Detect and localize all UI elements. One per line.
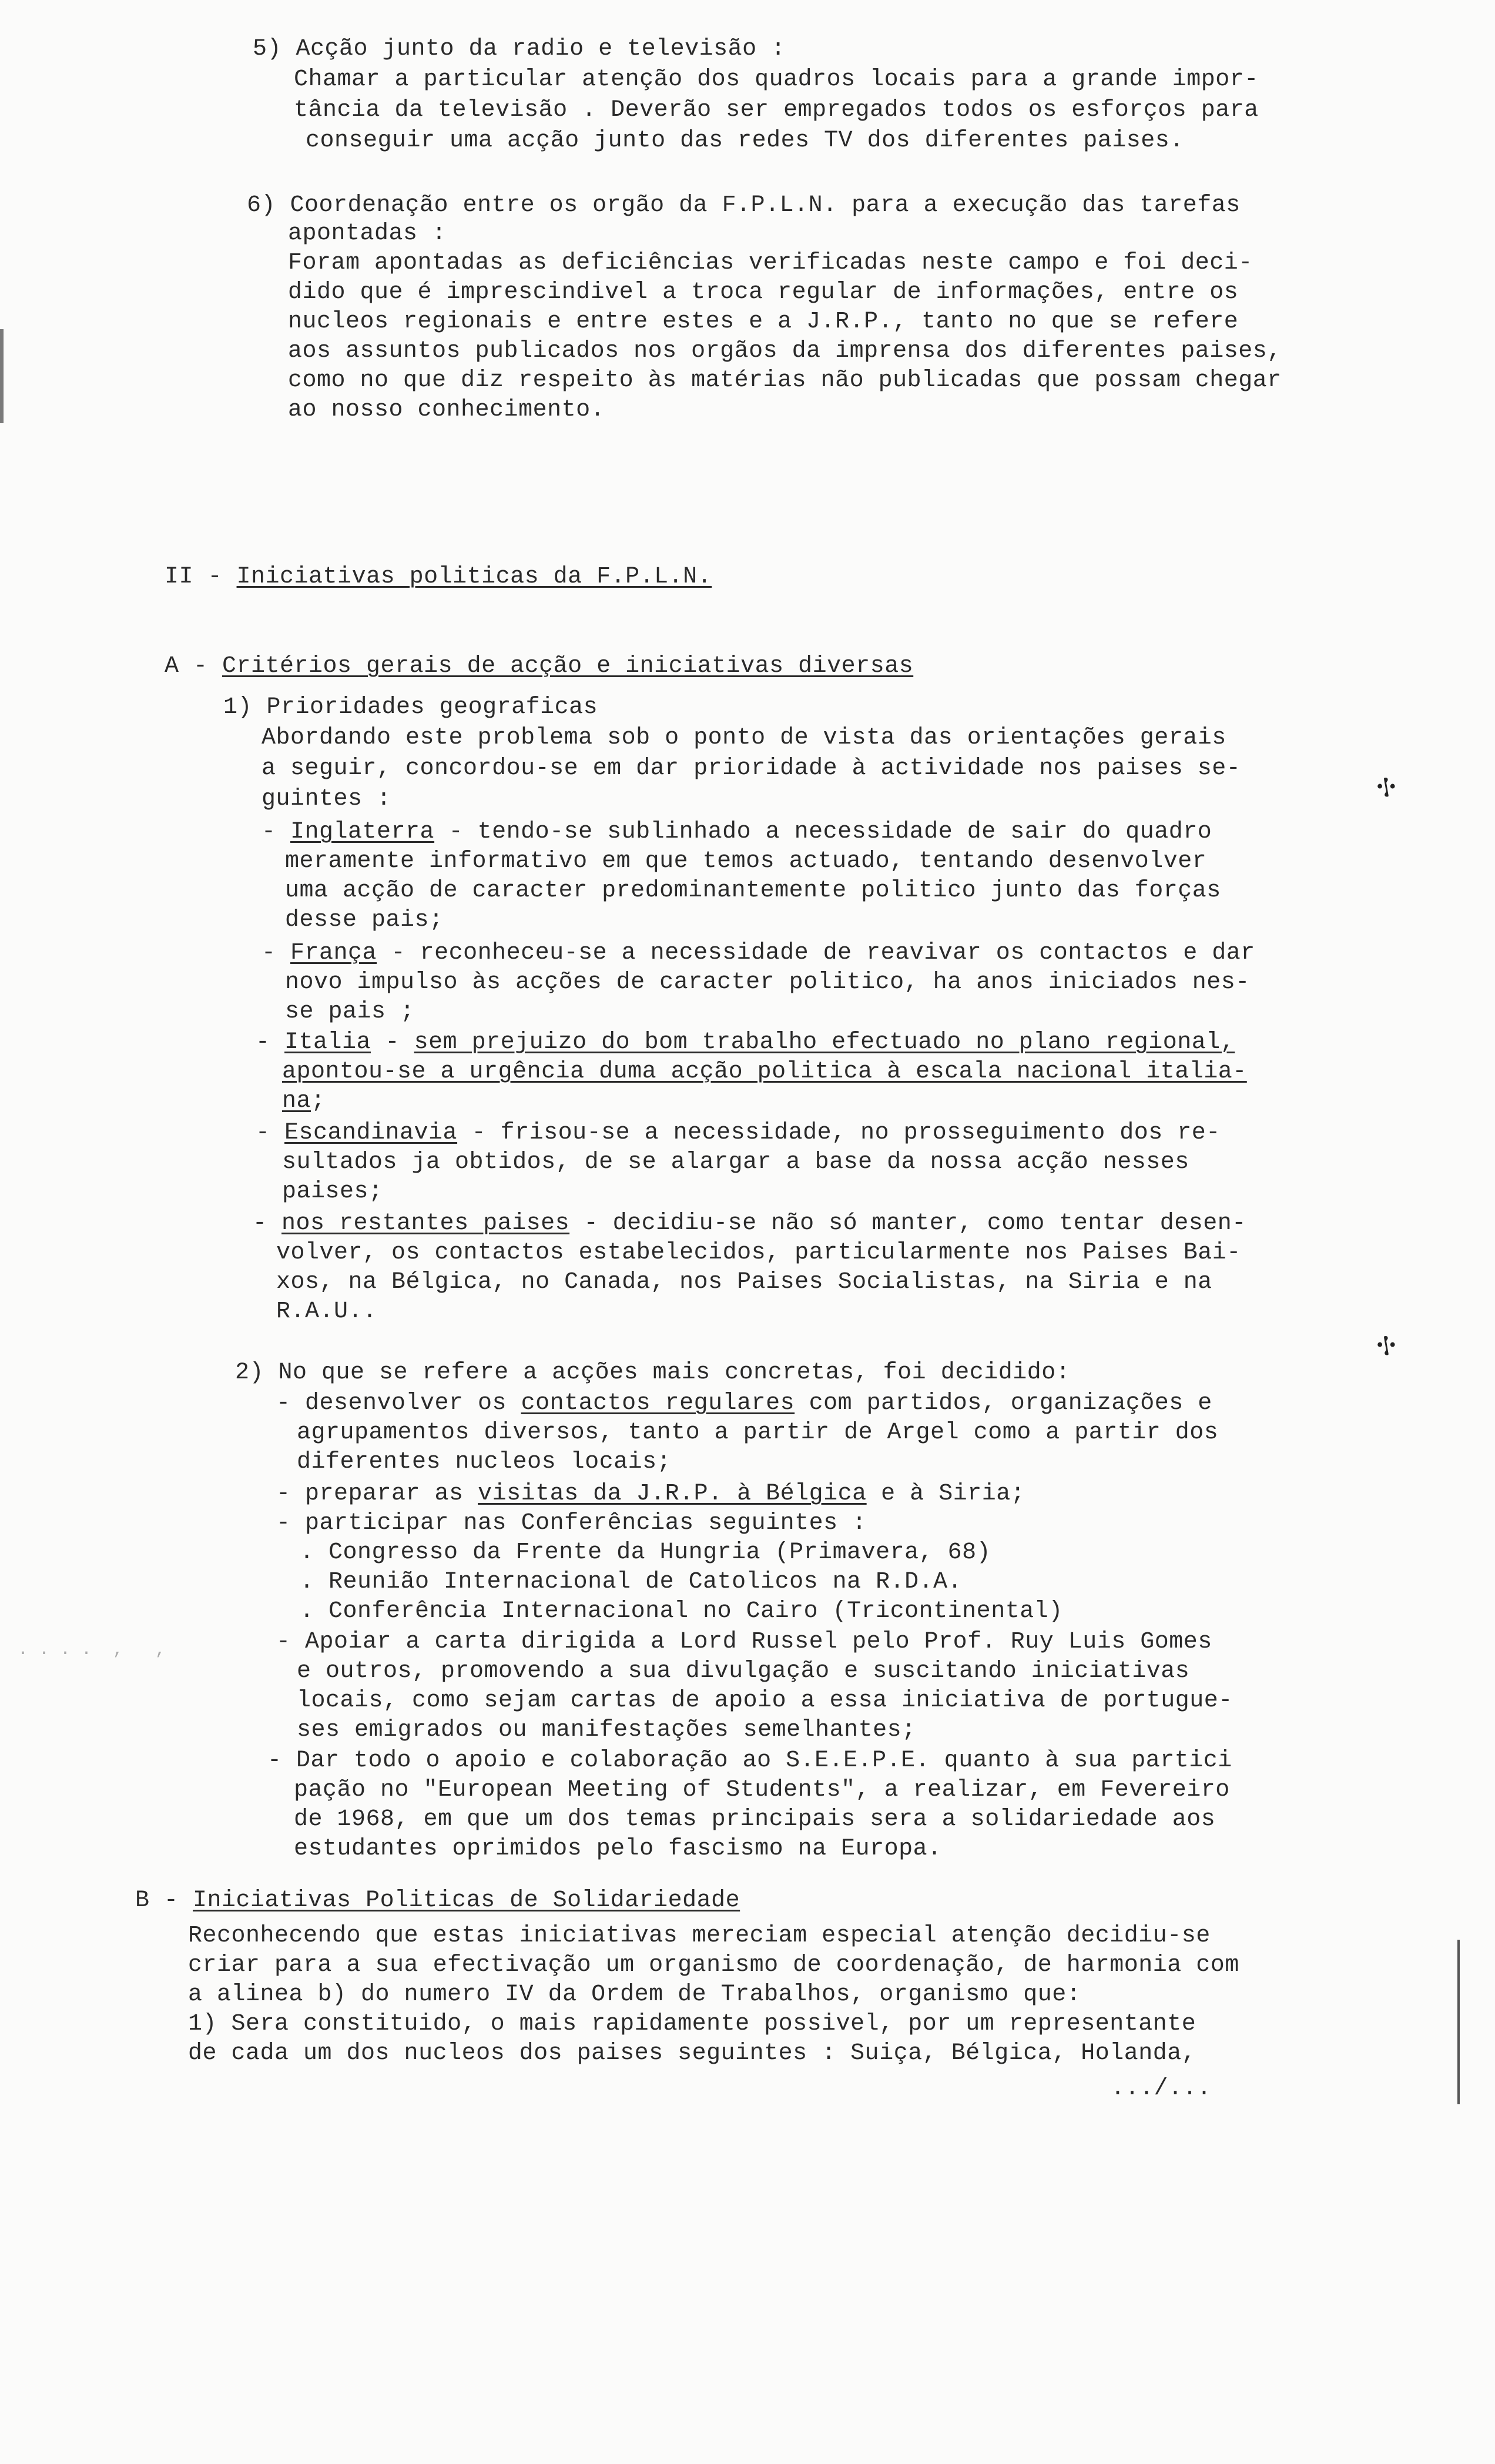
conference-item-1: . Congresso da Frente da Hungria (Primavera, 68) [300, 1539, 991, 1566]
bullet-text: - desenvolver os [276, 1390, 521, 1417]
margin-mark-2: ⳾ [1375, 1317, 1397, 1365]
a2-bullet-seepe-4: estudantes oprimidos pelo fascismo na Europa. [294, 1836, 942, 1862]
item6-line-3: dido que é imprescindivel a troca regular de informações, entre os [288, 279, 1239, 306]
page-edge-line [1457, 1940, 1460, 2104]
escandinavia-line-2: sultados ja obtidos, de se alargar a base da nossa acção nesses [282, 1149, 1189, 1176]
bleed-through-smudge: . . . . , , [18, 1640, 166, 1660]
b-line-1: Reconhecendo que estas iniciativas mereciam especial atenção decidiu-se [188, 1923, 1211, 1949]
a2-bullet-contactos [276, 1390, 1212, 1418]
page-fold-shadow [0, 329, 4, 423]
section-ii-heading: Iniciativas politicas da F.P.L.N. [236, 564, 712, 590]
a2-bullet-seepe-2: pação no "European Meeting of Students", a realizar, em Fevereiro [294, 1777, 1230, 1803]
item5-heading: 5) Acção junto da radio e televisão : [253, 36, 786, 62]
b-line-3: a alinea b) do numero IV da Ordem de Trabalhos, organismo que: [188, 1981, 1081, 2008]
country-franca: - França - reconheceu-se a necessidade de reavivar os contactos e dar [262, 940, 1255, 966]
item6-line-1: apontadas : [288, 220, 447, 247]
subsection-a-title [165, 652, 913, 681]
conference-item-2: . Reunião Internacional de Catolicos na R.D.A. [300, 1569, 963, 1595]
country-text: - tendo-se sublinhado a necessidade de sair do quadro [434, 819, 1212, 845]
italia-underlined-3: na [282, 1088, 311, 1114]
a2-bullet-seepe-1: - Dar todo o apoio e colaboração ao S.E.E.P.E. quanto à sua partici [267, 1747, 1232, 1774]
b-line-5: de cada um dos nucleos dos paises seguintes : Suiça, Bélgica, Holanda, [188, 2040, 1196, 2067]
country-sep: - [371, 1029, 414, 1056]
continued-marker: .../... [1111, 2075, 1212, 2102]
italia-underlined-1: sem prejuizo do bom trabalho efectuado no plano regional, [414, 1029, 1235, 1056]
a2-bullet-carta-4: ses emigrados ou manifestações semelhantes; [297, 1717, 916, 1743]
subsection-a-heading: Critérios gerais de acção e iniciativas diversas [222, 653, 914, 679]
a2-bullet-seepe-3: de 1968, em que um dos temas principais sera a solidariedade aos [294, 1806, 1216, 1833]
item6-line-6: como no que diz respeito às matérias não publicadas que possam chegar [288, 367, 1282, 394]
section-ii-title [165, 563, 712, 591]
bullet-underlined: contactos regulares [521, 1390, 795, 1417]
item5-line-3: conseguir uma acção junto das redes TV dos diferentes paises. [306, 128, 1184, 154]
a2-heading: 2) No que se refere a acções mais concretas, foi decidido: [235, 1360, 1071, 1386]
subsection-b-title [135, 1887, 740, 1915]
country-name: nos restantes paises [281, 1210, 570, 1237]
franca-line-2: novo impulso às acções de caracter politico, ha anos iniciados nes- [285, 969, 1250, 996]
restantes-line-4: R.A.U.. [276, 1298, 377, 1325]
country-name: Italia [284, 1029, 371, 1056]
a1-intro-3: guintes : [262, 786, 391, 812]
a2-bullet-visitas [276, 1480, 1025, 1508]
a2-bullet-carta-3: locais, como sejam cartas de apoio a essa iniciativa de portugue- [297, 1688, 1233, 1714]
country-restantes: - nos restantes paises - decidiu-se não só manter, como tentar desen- [253, 1210, 1246, 1237]
italia-line-2 [282, 1058, 1247, 1086]
a2-bullet-conferencias: - participar nas Conferências seguintes : [276, 1510, 867, 1536]
country-escandinavia: - Escandinavia - frisou-se a necessidade, no prosseguimento dos re- [256, 1120, 1221, 1146]
a2-bullet-carta-2: e outros, promovendo a sua divulgação e suscitando iniciativas [297, 1658, 1190, 1685]
restantes-line-3: xos, na Bélgica, no Canada, nos Paises Socialistas, na Siria e na [276, 1269, 1212, 1295]
a1-intro-2: a seguir, concordou-se em dar prioridade à actividade nos paises se- [262, 755, 1241, 782]
bullet-text: com partidos, organizações e [795, 1390, 1212, 1417]
restantes-line-2: volver, os contactos estabelecidos, particularmente nos Paises Bai- [276, 1240, 1241, 1266]
country-inglaterra: - Inglaterra - tendo-se sublinhado a necessidade de sair do quadro [262, 819, 1212, 845]
item6-line-7: ao nosso conhecimento. [288, 397, 605, 423]
inglaterra-line-4: desse pais; [285, 907, 444, 933]
franca-line-3: se pais ; [285, 999, 415, 1025]
section-ii-prefix: II - [165, 564, 237, 590]
item6-line-2: Foram apontadas as deficiências verificadas neste campo e foi deci- [288, 250, 1253, 276]
item5-line-2: tância da televisão . Deverão ser empregados todos os esforços para [294, 97, 1259, 123]
a2-bullet-carta-1: - Apoiar a carta dirigida a Lord Russel pelo Prof. Ruy Luis Gomes [276, 1629, 1212, 1655]
conference-item-3: . Conferência Internacional no Cairo (Tricontinental) [300, 1598, 1063, 1625]
country-name: França [290, 940, 377, 966]
escandinavia-line-3: paises; [282, 1179, 383, 1205]
country-text: - decidiu-se não só manter, como tentar desen- [569, 1210, 1246, 1237]
inglaterra-line-3: uma acção de caracter predominantemente politico junto das forças [285, 878, 1221, 904]
bullet-underlined: visitas da J.R.P. à Bélgica [478, 1481, 867, 1507]
margin-mark-1: ⳾ [1375, 758, 1397, 806]
country-text: - reconheceu-se a necessidade de reavivar os contactos e dar [377, 940, 1255, 966]
italia-tail: ; [311, 1088, 326, 1114]
bullet-text: e à Siria; [866, 1481, 1025, 1507]
country-italia: - Italia - sem prejuizo do bom trabalho efectuado no plano regional, [256, 1029, 1235, 1056]
subsection-b-heading: Iniciativas Politicas de Solidariedade [193, 1887, 740, 1914]
b-line-4: 1) Sera constituido, o mais rapidamente possivel, por um representante [188, 2011, 1196, 2037]
a1-heading: 1) Prioridades geograficas [223, 694, 598, 721]
item6-heading: 6) Coordenação entre os orgão da F.P.L.N. para a execução das tarefas [247, 192, 1241, 219]
a2-contactos-line-2: agrupamentos diversos, tanto a partir de Argel como a partir dos [297, 1420, 1219, 1446]
a1-intro-1: Abordando este problema sob o ponto de vista das orientações gerais [262, 725, 1226, 751]
country-name: Escandinavia [284, 1120, 458, 1146]
country-text: - frisou-se a necessidade, no prosseguimento dos re- [457, 1120, 1221, 1146]
a2-contactos-line-3: diferentes nucleos locais; [297, 1449, 672, 1475]
item5-line-1: Chamar a particular atenção dos quadros locais para a grande impor- [294, 66, 1259, 93]
bullet-text: - preparar as [276, 1481, 478, 1507]
italia-line-3 [282, 1087, 326, 1116]
inglaterra-line-2: meramente informativo em que temos actuado, tentando desenvolver [285, 848, 1207, 875]
item6-line-5: aos assuntos publicados nos orgãos da imprensa dos diferentes paises, [288, 338, 1282, 364]
subsection-a-prefix: A - [165, 653, 223, 679]
b-line-2: criar para a sua efectivação um organismo de coordenação, de harmonia com [188, 1952, 1239, 1978]
item6-line-4: nucleos regionais e entre estes e a J.R.P., tanto no que se refere [288, 309, 1239, 335]
italia-underlined-2: apontou-se a urgência duma acção politica à escala nacional italia- [282, 1059, 1247, 1085]
country-name: Inglaterra [290, 819, 435, 845]
subsection-b-prefix: B - [135, 1887, 193, 1914]
